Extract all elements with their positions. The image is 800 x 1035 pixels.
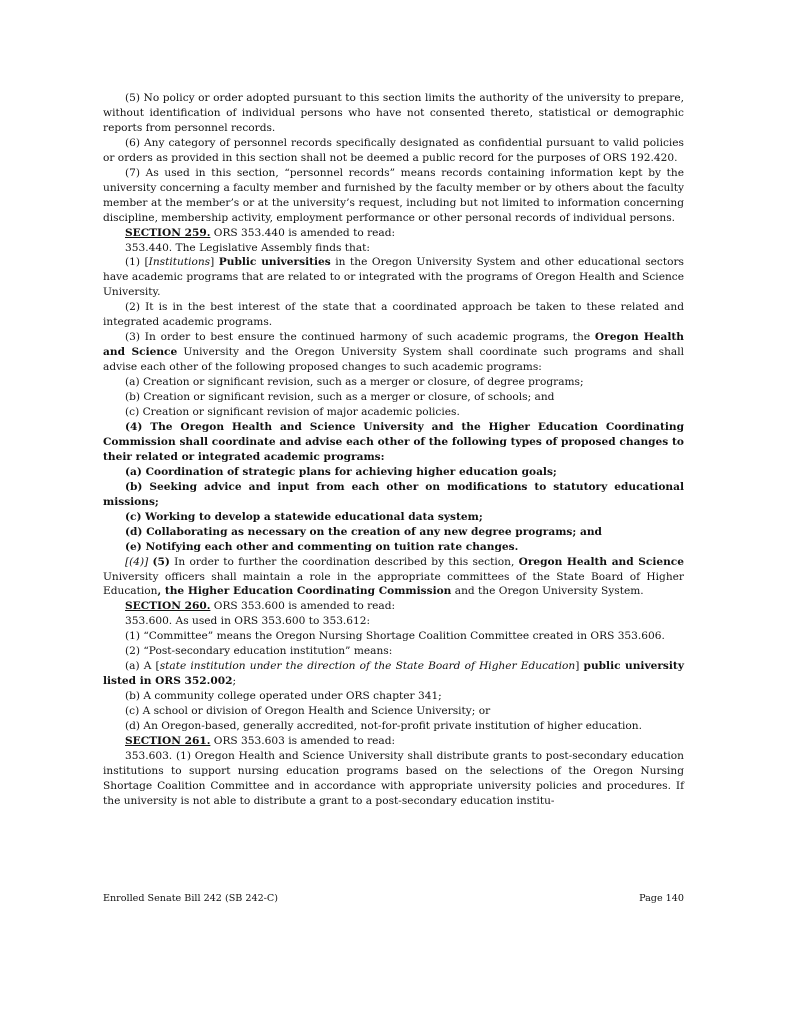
text-run: (1) [ [125,256,149,269]
text-run: SECTION 260. [125,600,211,613]
text-run: (7) As used in this section, “personnel records” means records containing information kept by the university concerning a faculty member and furnished by the faculty member or by others about the faculty member at the member’s or at the university’s request, including but not limited to information concerning discipline, membership activity, employment performance or other personal records of individual persons. [103,166,684,224]
paragraph [103,540,684,555]
text-run: (c) Creation or significant revision of major academic policies. [125,406,460,419]
paragraph [103,375,684,390]
text-run: (a) Creation or significant revision, such as a merger or closure, of degree programs; [125,376,584,389]
text-run: (c) Working to develop a statewide educational data system; [125,510,483,523]
paragraph [103,255,684,300]
text-run: SECTION 261. [125,734,211,747]
text-run: ; [232,675,237,688]
paragraph [103,629,684,644]
text-run: public university listed in ORS 352.002 [103,660,684,688]
paragraph [103,300,684,330]
paragraph [103,480,684,510]
footer-page-number: Page 140 [639,893,684,904]
text-run: (a) A [ [125,660,160,673]
text-run: (5) No policy or order adopted pursuant to this section limits the authority of the university to prepare, without identification of individual persons who have not consented thereto, statistical or demographic reports from personnel records. [103,92,684,134]
paragraph [103,241,684,256]
text-run: University officers shall maintain a role in the appropriate committees of the State Board of Higher Education [103,570,684,598]
paragraph [103,91,684,136]
paragraph [103,719,684,734]
paragraph [103,390,684,405]
text-run: (6) Any category of personnel records specifically designated as confidential pursuant to valid policies or orders as provided in this section shall not be deemed a public record for the purposes of ORS 192.420. [103,136,684,164]
text-run: ORS 353.440 is amended to read: [210,226,396,239]
text-run: Oregon Health and Science [518,555,684,568]
text-run: state institution under the direction of the State Board of Higher Education [159,660,576,673]
paragraph [103,659,684,689]
text-run: (4) The Oregon Health and Science University and the Higher Education Coordinating Commission shall coordinate and advise each other of the following types of proposed changes to their related or integrated academic programs: [103,420,684,463]
paragraph [103,734,684,749]
text-run: University and the Oregon University System shall coordinate such programs and shall advise each other of the following proposed changes to such academic programs: [103,346,684,374]
paragraph [103,226,684,241]
paragraph [103,420,684,465]
text-run: , the Higher Education Coordinating Commission [157,585,452,598]
text-run: [(4)] [125,555,149,568]
text-run: ] [575,660,584,673]
paragraph [103,525,684,540]
text-run: in the Oregon University System and other educational sectors have academic programs that are related to or integrated with the programs of Oregon Health and Science University. [103,256,684,299]
paragraph [103,749,684,809]
paragraph [103,644,684,659]
paragraph [103,555,684,600]
paragraph [103,330,684,375]
paragraph [103,704,684,719]
text-run: Oregon Health and Science [103,331,684,359]
text-run: (a) Coordination of strategic plans for achieving higher education goals; [125,465,557,478]
paragraph [103,465,684,480]
paragraph [103,136,684,166]
text-run: (d) An Oregon-based, generally accredited, not-for-profit private institution of higher education. [125,720,642,733]
text-run: 353.600. As used in ORS 353.600 to 353.612: [125,615,371,628]
paragraph [103,614,684,629]
text-run: ORS 353.600 is amended to read: [210,600,396,613]
text-run: Institutions [148,256,211,269]
text-run: (d) Collaborating as necessary on the creation of any new degree programs; and [125,525,602,538]
paragraph [103,405,684,420]
text-run: Public universities [218,256,331,269]
text-run: and the Oregon University System. [451,585,644,598]
text-run: (e) Notifying each other and commenting on tuition rate changes. [125,540,519,553]
footer-bill-title: Enrolled Senate Bill 242 (SB 242-C) [103,893,278,904]
text-run: (5) [152,555,170,568]
paragraph [103,689,684,704]
text-run: 353.440. The Legislative Assembly finds that: [125,241,371,254]
text-run: (b) Creation or significant revision, such as a merger or closure, of schools; and [125,391,555,404]
text-run: (2) “Post-secondary education institution” means: [125,645,393,658]
text-run: ] [210,256,219,269]
text-run: 353.603. (1) Oregon Health and Science University shall distribute grants to post-secondary education institutions to support nursing education programs based on the selections of the Oregon Nursing Shortage Coalition Committee and in accordance with appropriate university policies and procedures. If the university is not able to distribute a grant to a post-secondary education institu- [103,749,684,807]
paragraph [103,599,684,614]
text-run: ORS 353.603 is amended to read: [210,734,396,747]
paragraph [103,166,684,226]
document-body [103,91,684,809]
text-run: (b) Seeking advice and input from each other on modifications to statutory educational missions; [103,480,684,508]
text-run: (c) A school or division of Oregon Health and Science University; or [125,705,491,718]
text-run: (1) “Committee” means the Oregon Nursing Shortage Coalition Committee created in ORS 353.606. [125,630,665,643]
text-run: (2) It is in the best interest of the state that a coordinated approach be taken to these related and integrated academic programs. [103,301,684,329]
text-run: (3) In order to best ensure the continued harmony of such academic programs, the [125,331,595,344]
text-run: SECTION 259. [125,226,211,239]
paragraph [103,510,684,525]
text-run: In order to further the coordination described by this section, [169,555,519,568]
text-run: (b) A community college operated under ORS chapter 341; [125,690,442,703]
